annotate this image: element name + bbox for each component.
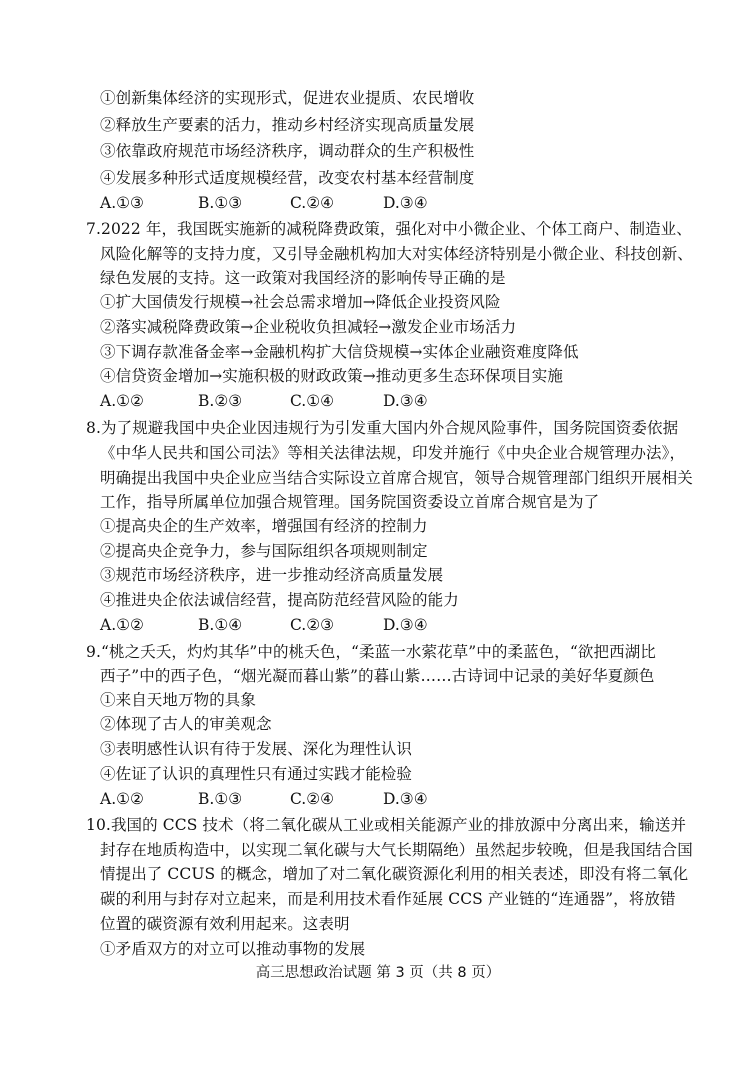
q8-option-3: ③规范市场经济秩序，进一步推动经济高质量发展 (100, 566, 444, 584)
q8-choice-a: A.①② (100, 616, 144, 634)
page-footer: 高三思想政治试题 第 3 页（共 8 页） (255, 965, 501, 981)
q7-choice-a: A.①② (100, 392, 144, 410)
q7-choice-b: B.②③ (198, 392, 243, 410)
q8-option-2: ②提高央企竞争力，参与国际组织各项规则制定 (100, 542, 428, 560)
q7-choice-d: D.③④ (383, 392, 428, 410)
q7-stem-line-1: 7.2022 年，我国既实施新的减税降费政策，强化对中小微企业、个体工商户、制造业、 (86, 220, 692, 238)
q7-stem-line-2: 风险化解等的支持力度，又引导金融机构加大对实体经济特别是小微企业、科技创新、 (100, 245, 693, 263)
q7-stem-line-3: 绿色发展的支持。这一政策对我国经济的影响传导正确的是 (100, 269, 506, 287)
q7-option-2: ②落实减税降费政策→企业税收负担减轻→激发企业市场活力 (100, 318, 517, 336)
q8-option-1: ①提高央企的生产效率，增强国有经济的控制力 (100, 517, 428, 535)
q10-stem-line-4: 碳的利用与封存对立起来，而是利用技术看作延展 CCS 产业链的“连通器”，将放错 (100, 890, 676, 908)
q8-stem-line-4: 工作，指导所属单位加强合规管理。国务院国资委设立首席合规官是为了 (100, 493, 600, 511)
q10-stem-line-1: 10.我国的 CCS 技术（将二氧化碳从工业或相关能源产业的排放源中分离出来，输送并 (86, 816, 687, 834)
q6-choice-d: D.③④ (383, 194, 428, 212)
q7-option-4: ④信贷资金增加→实施积极的财政政策→推动更多生态环保项目实施 (100, 367, 563, 385)
q6-option-2: ②释放生产要素的活力，推动乡村经济实现高质量发展 (100, 116, 475, 134)
q9-choice-d: D.③④ (383, 790, 428, 808)
q8-choice-b: B.①④ (198, 616, 243, 634)
q10-stem-line-2: 封存在地质构造中，以实现二氧化碳与大气长期隔绝）虽然起步较晚，但是我国结合国 (100, 841, 693, 859)
q8-stem-line-1: 8.为了规避我国中央企业因违规行为引发重大国内外合规风险事件，国务院国资委依据 (86, 419, 679, 437)
q8-stem-line-2: 《中华人民共和国公司法》等相关法律法规，印发并施行《中央企业合规管理办法》， (100, 444, 686, 462)
q6-choice-a: A.①③ (100, 194, 144, 212)
q9-choice-c: C.②④ (290, 790, 335, 808)
q7-option-3: ③下调存款准备金率→金融机构扩大信贷规模→实体企业融资难度降低 (100, 343, 579, 361)
q9-stem-line-2: 西子”中的西子色，“烟光凝而暮山紫”的暮山紫……古诗词中记录的美好华夏颜色 (100, 667, 655, 685)
q8-stem-line-3: 明确提出我国中央企业应当结合实际设立首席合规官，领导合规管理部门组织开展相关 (100, 469, 693, 487)
q9-choice-b: B.①③ (198, 790, 243, 808)
q10-stem-line-5: 位置的碳资源有效利用起来。这表明 (100, 915, 350, 933)
q6-choice-c: C.②④ (290, 194, 335, 212)
q8-choice-d: D.③④ (383, 616, 428, 634)
q8-option-4: ④推进央企依法诚信经营，提高防范经营风险的能力 (100, 591, 459, 609)
q9-stem-line-1: 9.“桃之夭夭，灼灼其华”中的桃夭色，“柔蓝一水萦花草”中的柔蓝色，“欲把西湖比 (86, 643, 656, 661)
q7-option-1: ①扩大国债发行规模→社会总需求增加→降低企业投资风险 (100, 293, 501, 311)
q9-option-4: ④佐证了认识的真理性只有通过实践才能检验 (100, 765, 413, 783)
q9-option-3: ③表明感性认识有待于发展、深化为理性认识 (100, 740, 413, 758)
q9-option-1: ①来自天地万物的具象 (100, 691, 257, 709)
q6-choice-b: B.①③ (198, 194, 243, 212)
q8-choice-c: C.②③ (290, 616, 335, 634)
q9-option-2: ②体现了古人的审美观念 (100, 715, 272, 733)
q9-choice-a: A.①② (100, 790, 144, 808)
q10-stem-line-3: 情提出了 CCUS 的概念，增加了对二氧化碳资源化利用的相关表述，即没有将二氧化 (100, 865, 689, 883)
q7-choice-c: C.①④ (290, 392, 335, 410)
q6-option-3: ③依靠政府规范市场经济秩序，调动群众的生产积极性 (100, 142, 475, 160)
q6-option-1: ①创新集体经济的实现形式，促进农业提质、农民增收 (100, 89, 475, 107)
q6-option-4: ④发展多种形式适度规模经营，改变农村基本经营制度 (100, 169, 475, 187)
q10-option-1: ①矛盾双方的对立可以推动事物的发展 (100, 940, 366, 958)
